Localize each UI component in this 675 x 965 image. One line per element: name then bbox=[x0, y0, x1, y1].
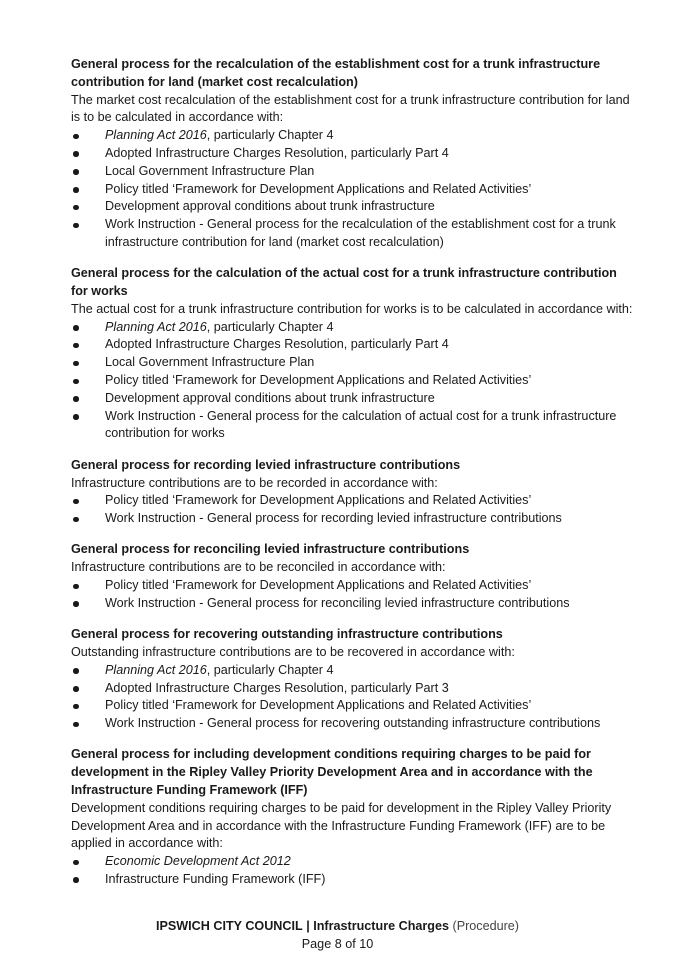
list-item-text: , particularly Chapter 4 bbox=[206, 319, 334, 334]
footer-doc-type: (Procedure) bbox=[452, 919, 519, 933]
section-heading: General process for recovering outstanding infrastructure contributions bbox=[71, 627, 503, 642]
section-intro: Infrastructure contributions are to be reconciled in accordance with: bbox=[71, 560, 446, 575]
section-intro: Infrastructure contributions are to be recorded in accordance with: bbox=[71, 475, 438, 490]
section-heading: General process for the calculation of the actual cost for a trunk infrastructure contribution for works bbox=[71, 266, 617, 299]
list-item-text: Local Government Infrastructure Plan bbox=[105, 355, 315, 370]
list-item-emphasis: Planning Act 2016 bbox=[105, 662, 207, 677]
bullet-list bbox=[71, 492, 635, 528]
list-item bbox=[71, 319, 635, 337]
list-item-text: Work Instruction - General process for the recalculation of the establishment cost for a trunk infrastructure contribution for land (market cost recalculation) bbox=[105, 217, 616, 249]
list-item-text: Work Instruction - General process for reconciling levied infrastructure contributions bbox=[105, 595, 570, 610]
list-item bbox=[71, 715, 635, 733]
section bbox=[71, 265, 635, 443]
section bbox=[71, 56, 635, 252]
list-item-text: Policy titled ‘Framework for Development Applications and Related Activities’ bbox=[105, 181, 532, 196]
section-intro: The actual cost for a trunk infrastructure contribution for works is to be calculated in accordance with: bbox=[71, 301, 633, 316]
list-item-text: Work Instruction - General process for recording levied infrastructure contributions bbox=[105, 511, 562, 526]
list-item bbox=[71, 198, 635, 216]
list-item bbox=[71, 181, 635, 199]
footer-page-number: Page 8 of 10 bbox=[301, 937, 374, 951]
list-item-text: Policy titled ‘Framework for Development Applications and Related Activities’ bbox=[105, 493, 532, 508]
bullet-list bbox=[71, 853, 635, 889]
list-item bbox=[71, 408, 635, 444]
list-item bbox=[71, 145, 635, 163]
list-item-text: Policy titled ‘Framework for Development Applications and Related Activities’ bbox=[105, 373, 532, 388]
list-item-emphasis: Economic Development Act 2012 bbox=[105, 854, 291, 869]
list-item-text: Adopted Infrastructure Charges Resolution, particularly Part 3 bbox=[105, 680, 449, 695]
list-item-text: Development approval conditions about trunk infrastructure bbox=[105, 390, 435, 405]
list-item bbox=[71, 354, 635, 372]
list-item bbox=[71, 127, 635, 145]
list-item-text: Work Instruction - General process for recovering outstanding infrastructure contributions bbox=[105, 716, 601, 731]
list-item bbox=[71, 390, 635, 408]
section-heading: General process for the recalculation of the establishment cost for a trunk infrastructure contribution for land (market cost recalculation) bbox=[71, 57, 601, 89]
list-item-text: Local Government Infrastructure Plan bbox=[105, 163, 315, 178]
list-item-emphasis: Planning Act 2016 bbox=[105, 128, 207, 143]
list-item-text: Adopted Infrastructure Charges Resolution, particularly Part 4 bbox=[105, 337, 449, 352]
list-item-text: , particularly Chapter 4 bbox=[206, 128, 334, 143]
list-item bbox=[71, 853, 635, 871]
page-footer bbox=[0, 917, 675, 953]
list-item-emphasis: Planning Act 2016 bbox=[105, 319, 207, 334]
footer-line bbox=[0, 917, 675, 935]
section-intro: The market cost recalculation of the establishment cost for a trunk infrastructure contribution for land is to be calculated in accordance with: bbox=[71, 92, 630, 125]
list-item bbox=[71, 372, 635, 390]
list-item-text: Infrastructure Funding Framework (IFF) bbox=[105, 871, 326, 886]
list-item-text: Work Instruction - General process for the calculation of actual cost for a trunk infrastructure contribution for works bbox=[105, 408, 617, 441]
list-item bbox=[71, 510, 635, 528]
list-item bbox=[71, 680, 635, 698]
list-item-text: , particularly Chapter 4 bbox=[206, 662, 334, 677]
bullet-list bbox=[71, 319, 635, 444]
section-heading: General process for reconciling levied infrastructure contributions bbox=[71, 542, 470, 557]
list-item-text: Adopted Infrastructure Charges Resolution, particularly Part 4 bbox=[105, 145, 449, 160]
list-item bbox=[71, 595, 635, 613]
section bbox=[71, 457, 635, 528]
section bbox=[71, 626, 635, 733]
list-item bbox=[71, 697, 635, 715]
bullet-list bbox=[71, 662, 635, 733]
list-item bbox=[71, 336, 635, 354]
list-item-text: Policy titled ‘Framework for Development Applications and Related Activities’ bbox=[105, 698, 532, 713]
bullet-list bbox=[71, 127, 635, 252]
list-item bbox=[71, 871, 635, 889]
sections-container bbox=[71, 56, 635, 889]
list-item-text: Policy titled ‘Framework for Development Applications and Related Activities’ bbox=[105, 578, 532, 593]
list-item-text: Development approval conditions about trunk infrastructure bbox=[105, 199, 435, 214]
bullet-list bbox=[71, 577, 635, 613]
section bbox=[71, 541, 635, 612]
list-item bbox=[71, 577, 635, 595]
section-heading: General process for recording levied infrastructure contributions bbox=[71, 457, 461, 472]
footer-org: IPSWICH CITY COUNCIL bbox=[155, 919, 303, 933]
section-heading: General process for including development conditions requiring charges to be paid for development in the Ripley Valley Priority Development Area and in accordance with the Infrastructure Funding Framework (IFF) bbox=[71, 747, 593, 797]
list-item bbox=[71, 163, 635, 181]
list-item bbox=[71, 492, 635, 510]
list-item bbox=[71, 216, 635, 252]
section-intro: Development conditions requiring charges to be paid for development in the Ripley Valley Priority Development Area and in accordance with the Infrastructure Funding Framework (IFF) are to be applied in accordance with: bbox=[71, 800, 612, 851]
footer-separator: | bbox=[306, 919, 310, 933]
section bbox=[71, 746, 635, 888]
section-intro: Outstanding infrastructure contributions are to be recovered in accordance with: bbox=[71, 644, 515, 659]
footer-doc-title: Infrastructure Charges bbox=[313, 919, 449, 933]
list-item bbox=[71, 662, 635, 680]
